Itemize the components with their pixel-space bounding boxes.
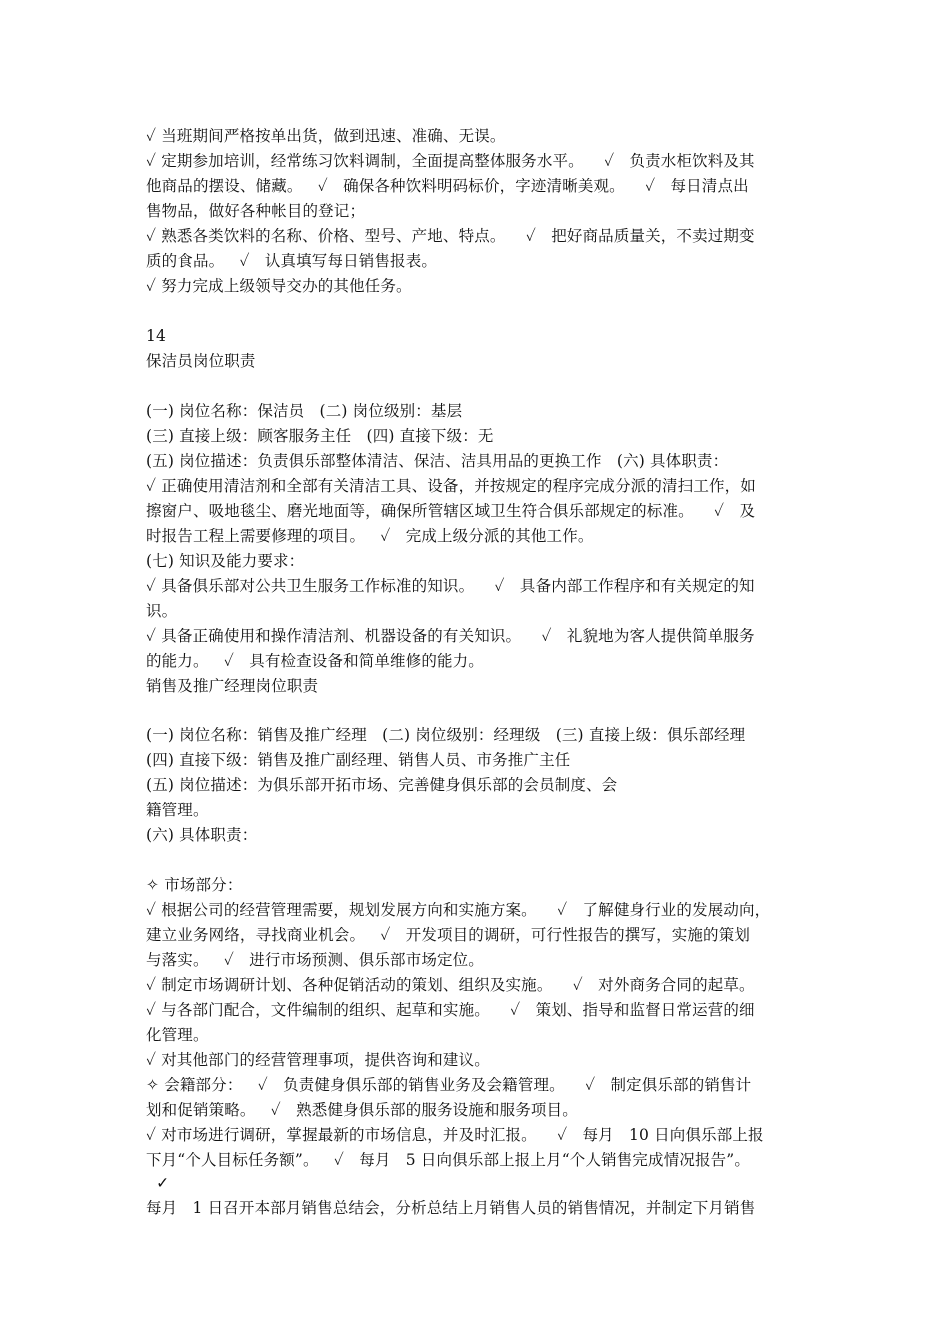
text-line: ✧ 会籍部分： ✓ 负责健身俱乐部的销售业务及会籍管理。 ✓ 制定俱乐部的销售计	[146, 1076, 752, 1094]
text-line: 他商品的摆设、储藏。 ✓ 确保各种饮料明码标价，字迹清晰美观。 ✓ 每日清点出	[146, 177, 749, 195]
text-line: ✓ 与各部门配合，文件编制的组织、起草和实施。 ✓ 策划、指导和监督日常运营的细	[146, 1001, 755, 1019]
text-line: 下月“个人目标任务额”。 ✓ 每月 5 日向俱乐部上报上月“个人销售完成情况报告”。	[146, 1151, 751, 1169]
text-line: 质的食品。 ✓ 认真填写每日销售报表。	[146, 252, 438, 270]
text-line: ✓ 当班期间严格按单出货，做到迅速、准确、无误。	[146, 127, 506, 145]
text-line: 与落实。 ✓ 进行市场预测、俱乐部市场定位。	[146, 951, 484, 969]
text-line: (六) 具体职责：	[146, 826, 258, 844]
text-line: ✓ 对市场进行调研，掌握最新的市场信息，并及时汇报。 ✓ 每月 10 日向俱乐部上报	[146, 1126, 764, 1144]
text-line: 划和促销策略。 ✓ 熟悉健身俱乐部的服务设施和服务项目。	[146, 1101, 578, 1119]
section-heading: 保洁员岗位职责	[146, 352, 256, 370]
text-line: 的能力。 ✓ 具有检查设备和简单维修的能力。	[146, 652, 484, 670]
text-line: 擦窗户、吸地毯尘、磨光地面等，确保所管辖区域卫生符合俱乐部规定的标准。 ✓ 及	[146, 502, 756, 520]
page-number: 14	[146, 327, 167, 345]
text-line: (五) 岗位描述：负责俱乐部整体清洁、保洁、洁具用品的更换工作 (六) 具体职责：	[146, 452, 729, 470]
text-line: 化管理。	[146, 1026, 209, 1044]
text-line: 时报告工程上需要修理的项目。 ✓ 完成上级分派的其他工作。	[146, 527, 594, 545]
text-line: ✓	[146, 1174, 170, 1192]
subsection-heading: ✧ 市场部分：	[146, 876, 243, 894]
text-line: ✓ 制定市场调研计划、各种促销活动的策划、组织及实施。 ✓ 对外商务合同的起草。	[146, 976, 755, 994]
text-line: ✓ 具备俱乐部对公共卫生服务工作标准的知识。 ✓ 具备内部工作程序和有关规定的知	[146, 577, 755, 595]
text-line: (三) 直接上级：顾客服务主任 (四) 直接下级：无	[146, 427, 494, 445]
text-line: ✓ 具备正确使用和操作清洁剂、机器设备的有关知识。 ✓ 礼貌地为客人提供简单服务	[146, 627, 755, 645]
text-line: ✓ 正确使用清洁剂和全部有关清洁工具、设备，并按规定的程序完成分派的清扫工作，如	[146, 477, 756, 495]
text-line: ✓ 熟悉各类饮料的名称、价格、型号、产地、特点。 ✓ 把好商品质量关，不卖过期变	[146, 227, 755, 245]
text-line: ✓ 定期参加培训，经常练习饮料调制，全面提高整体服务水平。 ✓ 负责水柜饮料及其	[146, 152, 755, 170]
text-line: (一) 岗位名称：保洁员 (二) 岗位级别：基层	[146, 402, 463, 420]
text-line: 每月 1 日召开本部月销售总结会，分析总结上月销售人员的销售情况，并制定下月销售	[146, 1199, 756, 1217]
text-line: (四) 直接下级：销售及推广副经理、销售人员、市务推广主任	[146, 751, 571, 769]
text-line: (五) 岗位描述：为俱乐部开拓市场、完善健身俱乐部的会员制度、会	[146, 776, 618, 794]
text-line: 售物品，做好各种帐目的登记；	[146, 202, 366, 220]
text-line: 建立业务网络，寻找商业机会。 ✓ 开发项目的调研，可行性报告的撰写，实施的策划	[146, 926, 751, 944]
text-line: 籍管理。	[146, 801, 209, 819]
text-line: (七) 知识及能力要求：	[146, 552, 305, 570]
section-heading: 销售及推广经理岗位职责	[146, 677, 319, 695]
text-line: (一) 岗位名称：销售及推广经理 (二) 岗位级别：经理级 (三) 直接上级：俱乐部经理	[146, 726, 746, 744]
text-line: ✓ 对其他部门的经营管理事项，提供咨询和建议。	[146, 1051, 490, 1069]
text-line: ✓ 根据公司的经营管理需要，规划发展方向和实施方案。 ✓ 了解健身行业的发展动向，	[146, 901, 771, 919]
text-line: 识。	[146, 602, 178, 620]
text-line: ✓ 努力完成上级领导交办的其他任务。	[146, 277, 412, 295]
